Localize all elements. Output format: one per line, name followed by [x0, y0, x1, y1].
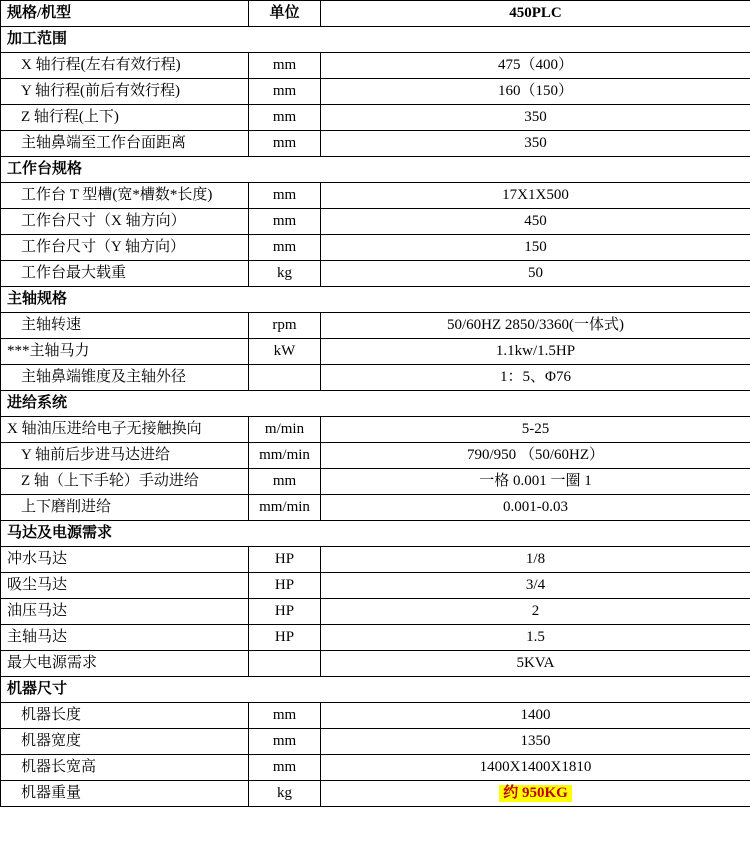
- spec-value-label: 475（400）: [497, 57, 573, 74]
- section-header-label: 工作台规格: [7, 161, 83, 178]
- spec-name-label: 机器长宽高: [21, 759, 97, 776]
- spec-unit-label: rpm: [272, 317, 297, 334]
- spec-unit-cell: [249, 339, 321, 365]
- table-row: [1, 651, 750, 677]
- spec-unit-label: kW: [273, 343, 296, 360]
- spec-value-cell: [321, 105, 750, 131]
- spec-name-cell: [1, 53, 249, 79]
- spec-value-label: 150: [524, 239, 547, 256]
- spec-name-cell: [1, 183, 249, 209]
- section-header-row: [1, 677, 750, 703]
- table-row: [1, 131, 750, 157]
- section-header-cell: [1, 391, 750, 417]
- section-header-cell: [1, 27, 750, 53]
- spec-name-cell: [1, 651, 249, 677]
- spec-name-cell: [1, 573, 249, 599]
- spec-unit-label: mm: [272, 239, 297, 256]
- spec-unit-cell: [249, 599, 321, 625]
- spec-unit-cell: [249, 313, 321, 339]
- spec-value-cell: [321, 235, 750, 261]
- table-row: [1, 547, 750, 573]
- spec-unit-cell: [249, 469, 321, 495]
- spec-unit-label: m/min: [264, 421, 305, 438]
- spec-name-label: 主轴马达: [7, 629, 68, 646]
- section-header-cell: [1, 677, 750, 703]
- spec-name-label: 工作台尺寸（Y 轴方向）: [21, 239, 186, 256]
- spec-value-cell: [321, 495, 750, 521]
- spec-value-cell: [321, 209, 750, 235]
- spec-unit-label: mm: [272, 759, 297, 776]
- spec-value-label: 1350: [520, 733, 551, 750]
- section-header-row: [1, 521, 750, 547]
- spec-value-label: 350: [524, 109, 547, 126]
- section-header-label: 进给系统: [7, 395, 68, 412]
- spec-value-cell: [321, 651, 750, 677]
- spec-value-cell: [321, 79, 750, 105]
- spec-value-label: 450: [524, 213, 547, 230]
- spec-unit-label: mm: [272, 57, 297, 74]
- table-row: [1, 495, 750, 521]
- spec-value-cell: [321, 417, 750, 443]
- spec-unit-cell: [249, 131, 321, 157]
- spec-name-cell: [1, 105, 249, 131]
- spec-value-cell: [321, 781, 750, 807]
- spec-unit-cell: [249, 755, 321, 781]
- spec-unit-cell: [249, 365, 321, 391]
- spec-value-label: 1.5: [526, 629, 545, 646]
- spec-name-label: Y 轴前后步进马达进给: [21, 447, 171, 464]
- table-header-row: [1, 1, 750, 27]
- spec-name-cell: [1, 79, 249, 105]
- column-header-unit-label: 单位: [269, 5, 300, 22]
- spec-unit-label: mm: [272, 473, 297, 490]
- spec-unit-cell: [249, 703, 321, 729]
- spec-value-cell: [321, 183, 750, 209]
- spec-unit-cell: [249, 573, 321, 599]
- table-row: [1, 339, 750, 365]
- spec-unit-cell: [249, 495, 321, 521]
- spec-name-label: 机器长度: [21, 707, 82, 724]
- section-header-label: 马达及电源需求: [7, 525, 113, 542]
- spec-name-label: ***主轴马力: [7, 343, 90, 360]
- section-header-row: [1, 287, 750, 313]
- spec-value-cell: [321, 365, 750, 391]
- spec-unit-label: HP: [274, 603, 295, 620]
- spec-unit-label: kg: [277, 785, 292, 802]
- spec-value-cell: [321, 131, 750, 157]
- spec-name-cell: [1, 469, 249, 495]
- spec-value-cell: [321, 573, 750, 599]
- section-header-row: [1, 27, 750, 53]
- spec-unit-cell: [249, 651, 321, 677]
- spec-name-cell: [1, 261, 249, 287]
- spec-unit-label: mm: [272, 707, 297, 724]
- table-row: [1, 313, 750, 339]
- spec-name-cell: [1, 547, 249, 573]
- table-row: [1, 105, 750, 131]
- spec-name-label: 上下磨削进给: [21, 499, 112, 516]
- spec-unit-cell: [249, 79, 321, 105]
- spec-unit-label: mm: [272, 135, 297, 152]
- spec-unit-label: mm/min: [259, 447, 310, 464]
- spec-name-cell: [1, 209, 249, 235]
- spec-unit-label: kg: [277, 265, 292, 282]
- spec-unit-label: HP: [274, 629, 295, 646]
- column-header-spec-label: 规格/机型: [7, 5, 72, 22]
- spec-unit-cell: [249, 183, 321, 209]
- table-row: [1, 53, 750, 79]
- spec-unit-cell: [249, 729, 321, 755]
- spec-value-label: 一格 0.001 一圈 1: [479, 473, 592, 490]
- spec-name-label: 工作台最大载重: [21, 265, 127, 282]
- spec-name-cell: [1, 495, 249, 521]
- spec-value-label: [321, 782, 750, 805]
- section-header-cell: [1, 287, 750, 313]
- table-row: [1, 365, 750, 391]
- table-row: [1, 599, 750, 625]
- spec-value-label: 790/950 （50/60HZ）: [466, 447, 605, 464]
- spec-unit-cell: [249, 235, 321, 261]
- spec-name-cell: [1, 703, 249, 729]
- table-row: [1, 755, 750, 781]
- spec-name-cell: [1, 781, 249, 807]
- table-row: [1, 469, 750, 495]
- table-row: [1, 443, 750, 469]
- spec-value-label: 0.001-0.03: [503, 499, 568, 516]
- spec-unit-label: mm: [272, 109, 297, 126]
- spec-name-label: Z 轴行程(上下): [21, 109, 119, 126]
- spec-name-label: 主轴鼻端至工作台面距离: [21, 135, 187, 152]
- spec-value-label: 50/60HZ 2850/3360(一体式): [446, 317, 625, 334]
- section-header-cell: [1, 157, 750, 183]
- spec-name-label: 工作台 T 型槽(宽*槽数*长度): [21, 187, 213, 204]
- section-header-label: 主轴规格: [7, 291, 68, 308]
- spec-name-label: 主轴转速: [21, 317, 82, 334]
- table-row: [1, 209, 750, 235]
- spec-value-cell: [321, 729, 750, 755]
- spec-name-cell: [1, 755, 249, 781]
- spec-name-cell: [1, 131, 249, 157]
- spec-name-cell: [1, 365, 249, 391]
- spec-unit-label: [249, 654, 320, 673]
- table-row: [1, 573, 750, 599]
- spec-value-label: 5KVA: [516, 655, 555, 672]
- spec-name-label: 最大电源需求: [7, 655, 98, 672]
- spec-value-cell: [321, 469, 750, 495]
- spec-name-label: Y 轴行程(前后有效行程): [21, 83, 181, 100]
- spec-name-cell: [1, 443, 249, 469]
- section-header-label: 加工范围: [7, 31, 68, 48]
- spec-unit-label: [249, 368, 320, 387]
- spec-unit-label: mm: [272, 213, 297, 230]
- spec-unit-cell: [249, 261, 321, 287]
- column-header-spec: [1, 1, 249, 27]
- spec-name-label: Z 轴（上下手轮）手动进给: [21, 473, 199, 490]
- spec-name-label: 冲水马达: [7, 551, 68, 568]
- spec-value-cell: [321, 547, 750, 573]
- spec-name-cell: [1, 235, 249, 261]
- spec-value-cell: [321, 53, 750, 79]
- section-header-cell: [1, 521, 750, 547]
- spec-value-label: 17X1X500: [502, 187, 569, 204]
- spec-name-cell: [1, 729, 249, 755]
- spec-unit-label: mm: [272, 83, 297, 100]
- spec-name-label: 机器重量: [21, 785, 82, 802]
- spec-name-label: 机器宽度: [21, 733, 82, 750]
- spec-unit-cell: [249, 209, 321, 235]
- section-header-label: 机器尺寸: [7, 681, 68, 698]
- spec-value-cell: [321, 703, 750, 729]
- spec-unit-label: HP: [274, 551, 295, 568]
- spec-unit-label: HP: [274, 577, 295, 594]
- table-row: [1, 729, 750, 755]
- spec-value-label: 1：5、Φ76: [500, 369, 571, 386]
- table-row: [1, 235, 750, 261]
- spec-unit-label: mm/min: [259, 499, 310, 516]
- column-header-unit: [249, 1, 321, 27]
- spec-value-cell: [321, 625, 750, 651]
- spec-unit-label: mm: [272, 733, 297, 750]
- spec-value-label: 350: [524, 135, 547, 152]
- spec-value-cell: [321, 599, 750, 625]
- spec-name-label: X 轴油压进给电子无接触换向: [7, 421, 202, 438]
- section-header-row: [1, 391, 750, 417]
- spec-value-label: 1.1kw/1.5HP: [495, 343, 576, 360]
- table-row: [1, 261, 750, 287]
- spec-name-label: 吸尘马达: [7, 577, 68, 594]
- spec-name-cell: [1, 313, 249, 339]
- spec-value-label: 5-25: [521, 421, 550, 438]
- spec-unit-cell: [249, 53, 321, 79]
- spec-unit-cell: [249, 781, 321, 807]
- spec-value-label: 1/8: [525, 551, 546, 568]
- spec-name-cell: [1, 599, 249, 625]
- spec-value-label: 3/4: [525, 577, 546, 594]
- highlighted-value: 约 950KG: [499, 785, 572, 802]
- spec-name-label: 主轴鼻端锥度及主轴外径: [21, 369, 187, 386]
- spec-value-cell: [321, 755, 750, 781]
- column-header-model-label: 450PLC: [509, 5, 562, 22]
- spec-name-cell: [1, 417, 249, 443]
- spec-unit-label: mm: [272, 187, 297, 204]
- spec-value-cell: [321, 313, 750, 339]
- table-row: [1, 703, 750, 729]
- spec-unit-cell: [249, 625, 321, 651]
- table-row: [1, 417, 750, 443]
- table-row: [1, 183, 750, 209]
- section-header-row: [1, 157, 750, 183]
- spec-value-cell: [321, 261, 750, 287]
- spec-unit-cell: [249, 547, 321, 573]
- spec-name-label: 油压马达: [7, 603, 68, 620]
- spec-value-label: 2: [531, 603, 540, 620]
- table-row: [1, 781, 750, 807]
- spec-value-cell: [321, 339, 750, 365]
- spec-unit-cell: [249, 443, 321, 469]
- spec-value-label: 1400: [520, 707, 551, 724]
- spec-value-cell: [321, 443, 750, 469]
- spec-name-label: 工作台尺寸（X 轴方向）: [21, 213, 186, 230]
- spec-unit-cell: [249, 105, 321, 131]
- spec-name-label: X 轴行程(左右有效行程): [21, 57, 181, 74]
- table-row: [1, 79, 750, 105]
- spec-value-label: 160（150）: [497, 83, 573, 100]
- spec-unit-cell: [249, 417, 321, 443]
- spec-value-label: 1400X1400X1810: [479, 759, 592, 776]
- spec-name-cell: [1, 625, 249, 651]
- spec-name-cell: [1, 339, 249, 365]
- table-body: [1, 1, 750, 807]
- table-row: [1, 625, 750, 651]
- spec-value-label: 50: [528, 265, 543, 282]
- column-header-model: [321, 1, 750, 27]
